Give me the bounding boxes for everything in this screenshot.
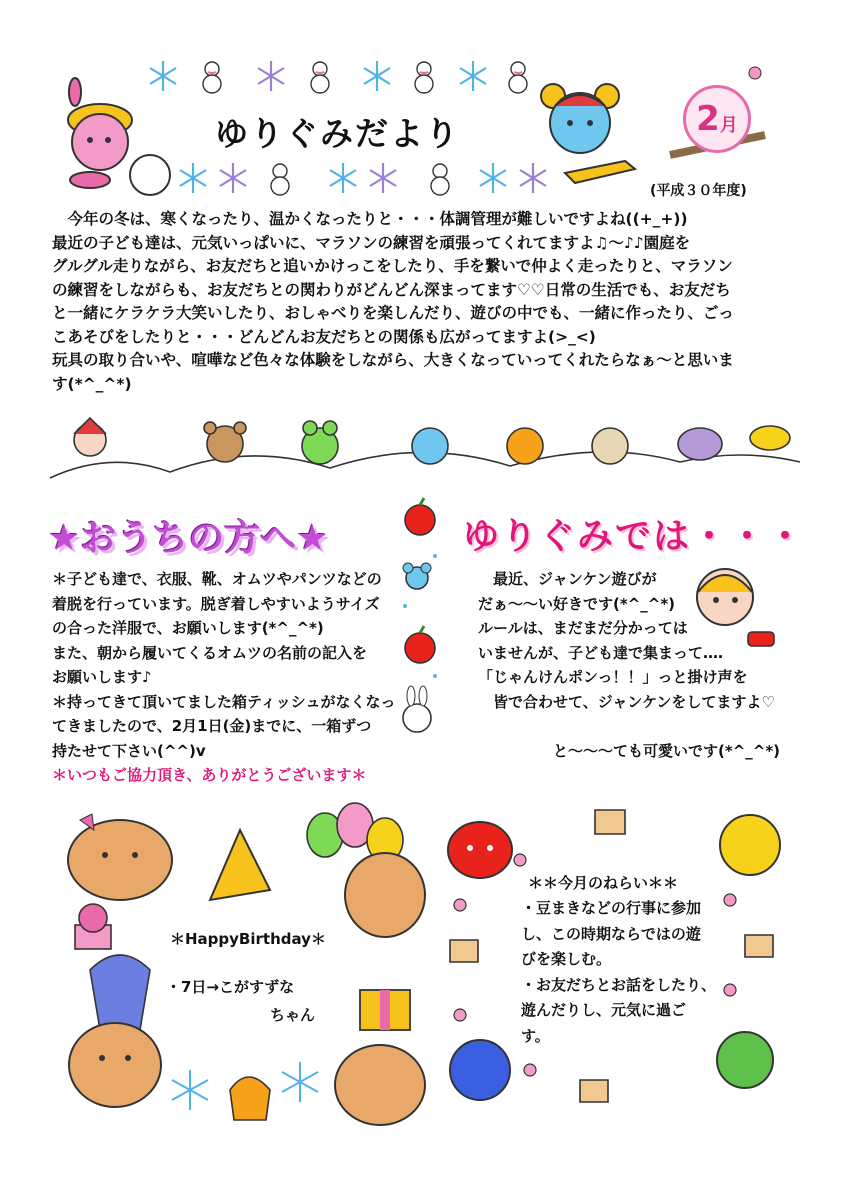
goals-title: ＊＊今月のねらい＊＊ <box>528 874 679 892</box>
seal-character-icon <box>68 814 172 900</box>
goals-list <box>521 896 751 1049</box>
seal-character-icon <box>335 1045 425 1125</box>
class-line <box>478 714 798 739</box>
mouse-icon <box>403 563 431 589</box>
rabbit-icon <box>403 686 431 732</box>
snowman-icon <box>431 164 449 195</box>
oni-character-icon <box>720 815 780 875</box>
class-line: ルールは、まだまだ分かっては <box>478 619 688 637</box>
masu-box-icon <box>595 810 625 834</box>
snowman-icon <box>509 62 527 93</box>
candy-bag-icon <box>90 955 150 1030</box>
snowflake-icon <box>258 61 284 91</box>
apple-icon <box>405 498 435 535</box>
character-icon <box>74 418 106 456</box>
thanks-message: ＊いつもご協力頂き、ありがとうございます＊ <box>52 766 367 784</box>
class-line: 皆で合わせて、ジャンケンをしてますよ♡ <box>478 692 775 711</box>
class-line: 最近、ジャンケン遊びが <box>478 570 657 588</box>
apple-icon <box>405 626 435 663</box>
cupcake-icon <box>75 904 111 949</box>
gift-icon <box>360 990 410 1030</box>
dog-icon <box>592 428 628 464</box>
snowflake-icon <box>460 61 486 91</box>
snowflake-icon <box>172 1070 208 1110</box>
snow-garland-bottom <box>178 160 558 200</box>
gift-bag-icon <box>230 1077 270 1120</box>
home-line: の合った洋服で、お願いします(*^_^*) <box>52 619 324 637</box>
snowflake-icon <box>480 163 506 193</box>
masu-box-icon <box>580 1080 608 1102</box>
class-line: 「じゃんけんポンっ！！」っと掛け声を <box>478 668 748 686</box>
class-line: いませんが、子ども達で集まって‥‥ <box>478 643 724 662</box>
masu-box-icon <box>450 940 478 962</box>
oni-character-icon <box>450 1040 510 1100</box>
animal-parade-divider <box>50 410 800 482</box>
goal-line: す。 <box>521 1026 550 1045</box>
goal-line: ・豆まきなどの行事に参加 <box>521 899 702 917</box>
home-line: また、朝から履いてくるオムツの名前の記入を <box>52 643 368 662</box>
goal-line: し、この時期ならではの遊 <box>521 924 701 943</box>
month-number: 2 <box>696 99 720 139</box>
snowflake-icon <box>364 61 390 91</box>
tiger-icon <box>507 428 543 464</box>
home-line: 着脱を行っています。脱ぎ着しやすいようサイズ <box>52 594 380 613</box>
class-section-heading: ゆりぐみでは・・・ <box>463 516 806 557</box>
class-line: だぁ～～い好きです(*^_^*) <box>478 594 676 613</box>
month-badge <box>683 85 751 153</box>
snowflake-icon <box>220 163 246 193</box>
seal-character-icon <box>345 853 425 937</box>
birthday-entry: ・7日→こがすずな <box>166 978 295 996</box>
intro-paragraph: 今年の冬は、寒くなったり、温かくなったりと・・・体調管理が難しいですよね((+_+)) 最近の子ども達は、元気いっぱいに、マラソンの練習を頑張ってくれてますよ♫～♪♪園庭を グルグル走りながら、お友だちと追いかけっこをしたり、手を繋いで仲よく走ったりと、マラソン の練習をしながらも、お友だちとの関わりがどんどん深まってます♡♡日常の生活でも、お友だち と一緒にケラケラ大笑いしたり、おしゃべりを楽しんだり、遊びの中でも、一緒に作ったり、ごっ こあそびをしたりと・・・どんどんお友だちとの関係も広がってますよ(>_<) 玩具の取り合いや、喧嘩など色々な体験をしながら、大きくなっていってくれたらなぁ～と思いま す(*^_^*) <box>52 210 734 393</box>
home-line: 持たせて下さい(^^)v <box>52 741 206 760</box>
class-section-body <box>478 567 798 763</box>
home-section-body <box>52 567 397 788</box>
snowman-icon <box>203 62 221 93</box>
frog-icon <box>302 421 338 464</box>
goal-line: 遊んだりし、元気に過ご <box>521 1001 687 1019</box>
mouse-icon <box>412 428 448 464</box>
snowman-icon <box>311 62 329 93</box>
birthday-title: ＊HappyBirthday＊ <box>170 930 326 948</box>
fiscal-year: (平成３０年度) <box>650 183 747 199</box>
seal-character-icon <box>69 1023 161 1107</box>
home-line: お願いします♪ <box>52 668 152 686</box>
hippo-icon <box>678 428 722 460</box>
snowman-icon <box>271 164 289 195</box>
snowflake-icon <box>370 163 396 193</box>
snowman-icon <box>415 62 433 93</box>
home-line: ＊持ってきて頂いてました箱ティッシュがなくなっ <box>52 692 396 711</box>
birthday-border-illustrations <box>50 800 450 1130</box>
goal-line: びを楽しむ。 <box>521 950 612 968</box>
class-line: と～～～ても可愛いです(*^_^*) <box>478 741 781 760</box>
newsletter-title: ゆりぐみだより <box>215 114 460 153</box>
oni-character-icon <box>448 822 512 878</box>
center-column-decorations <box>395 496 450 756</box>
snow-garland-top <box>148 58 548 98</box>
month-unit: 月 <box>719 115 738 136</box>
party-hat-icon <box>210 830 270 900</box>
home-line: てきましたので、2月1日(金)までに、一箱ずつ <box>52 717 372 735</box>
snowflake-icon <box>180 163 206 193</box>
snowflake-icon <box>282 1062 318 1102</box>
home-section-heading: ★おうちの方へ★ <box>48 518 329 559</box>
snowflake-icon <box>330 163 356 193</box>
home-line: ＊子ども達で、衣服、靴、オムツやパンツなどの <box>52 570 382 588</box>
bird-icon <box>750 426 790 450</box>
girl-snowball-illustration <box>50 80 180 200</box>
goal-line: ・お友だちとお話をしたり、 <box>521 975 717 994</box>
mouse-sled-illustration <box>535 78 655 193</box>
birthday-suffix: ちゃん <box>270 1006 316 1024</box>
